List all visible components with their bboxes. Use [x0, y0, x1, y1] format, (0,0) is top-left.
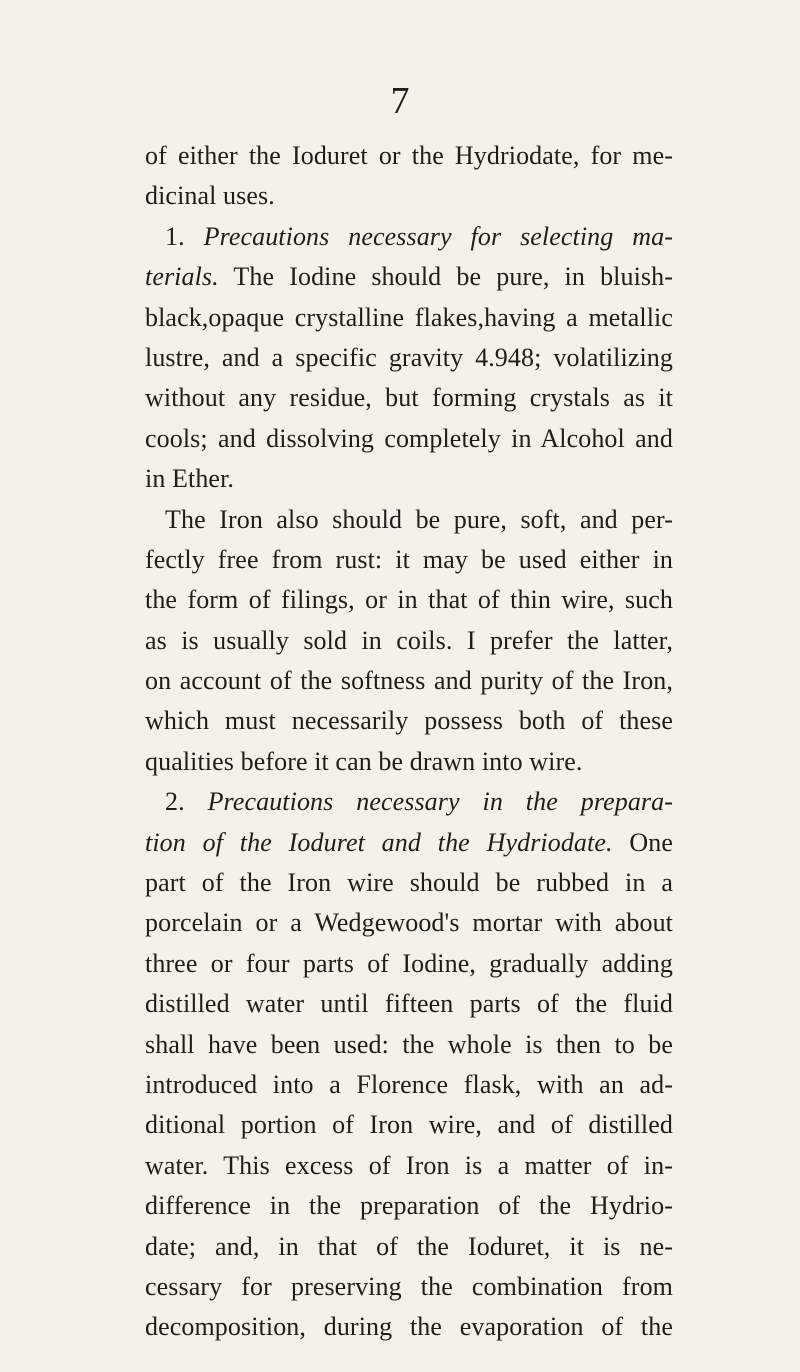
body-text: [145, 136, 673, 1348]
text-line: [145, 1307, 673, 1347]
text-segment: cessary for preserving the combination from: [145, 1271, 673, 1301]
text-segment: One: [612, 827, 673, 857]
italic-text: Precautions necessary in the prepara-: [207, 787, 673, 817]
text-line: [145, 823, 673, 863]
text-segment: shall have been used: the whole is then to be: [145, 1029, 673, 1059]
text-segment: date; and, in that of the Ioduret, it is ne-: [145, 1231, 673, 1261]
text-segment: of either the Ioduret or the Hydriodate, for me-: [145, 141, 673, 170]
text-line: [145, 136, 673, 176]
text-line: [145, 298, 673, 338]
text-line: [145, 1065, 673, 1105]
text-line: [145, 903, 673, 943]
text-line: [145, 782, 673, 822]
text-segment: porcelain or a Wedgewood's mortar with about: [145, 908, 673, 938]
text-line: [145, 217, 673, 257]
text-line: [145, 1025, 673, 1065]
text-line: [145, 742, 673, 782]
text-segment: The Iron also should be pure, soft, and per-: [165, 504, 673, 534]
italic-text: Precautions necessary for selecting ma-: [203, 221, 673, 251]
text-line: [145, 378, 673, 418]
text-segment: the form of filings, or in that of thin wire, such: [145, 585, 673, 615]
text-line: [145, 500, 673, 540]
text-line: [145, 944, 673, 984]
text-segment: 2.: [165, 787, 208, 817]
text-segment: part of the Iron wire should be rubbed in a: [145, 868, 673, 898]
text-line: [145, 338, 673, 378]
text-line: [145, 257, 673, 297]
text-line: [145, 701, 673, 741]
text-line: [145, 984, 673, 1024]
text-segment: The Iodine should be pure, in bluish-: [218, 262, 673, 292]
page-number: 7: [390, 80, 410, 122]
text-segment: as is usually sold in coils. I prefer the latter,: [145, 625, 673, 655]
text-segment: dicinal uses.: [145, 181, 275, 211]
text-segment: distilled water until fifteen parts of the fluid: [145, 989, 673, 1019]
text-line: [145, 1146, 673, 1186]
text-segment: three or four parts of Iodine, gradually adding: [145, 948, 673, 978]
text-line: [145, 540, 673, 580]
text-segment: decomposition, during the evaporation of the: [145, 1312, 673, 1342]
text-segment: introduced into a Florence flask, with an ad-: [145, 1069, 673, 1099]
text-segment: qualities before it can be drawn into wire.: [145, 746, 583, 776]
text-segment: which must necessarily possess both of these: [145, 706, 673, 736]
italic-text: tion of the Ioduret and the Hydriodate.: [145, 827, 613, 857]
text-line: [145, 621, 673, 661]
text-line: [145, 1227, 673, 1267]
text-segment: ditional portion of Iron wire, and of distilled: [145, 1110, 673, 1140]
text-line: [145, 459, 673, 499]
text-segment: difference in the preparation of the Hydrio-: [145, 1191, 673, 1221]
text-segment: on account of the softness and purity of the Iron,: [145, 666, 673, 696]
text-segment: without any residue, but forming crystals as it: [145, 383, 673, 413]
italic-text: terials.: [145, 262, 219, 292]
text-segment: water. This excess of Iron is a matter of in-: [145, 1150, 673, 1180]
text-segment: in Ether.: [145, 464, 234, 494]
text-segment: black,opaque crystalline flakes,having a metallic: [145, 302, 673, 332]
text-line: [145, 176, 673, 216]
text-line: [145, 419, 673, 459]
text-segment: fectly free from rust: it may be used either in: [145, 544, 673, 574]
text-segment: lustre, and a specific gravity 4.948; volatilizing: [145, 342, 673, 372]
text-line: [145, 580, 673, 620]
text-segment: 1.: [165, 221, 204, 251]
text-segment: cools; and dissolving completely in Alcohol and: [145, 423, 673, 453]
text-line: [145, 1105, 673, 1145]
text-line: [145, 1267, 673, 1307]
text-line: [145, 863, 673, 903]
text-line: [145, 661, 673, 701]
text-line: [145, 1186, 673, 1226]
